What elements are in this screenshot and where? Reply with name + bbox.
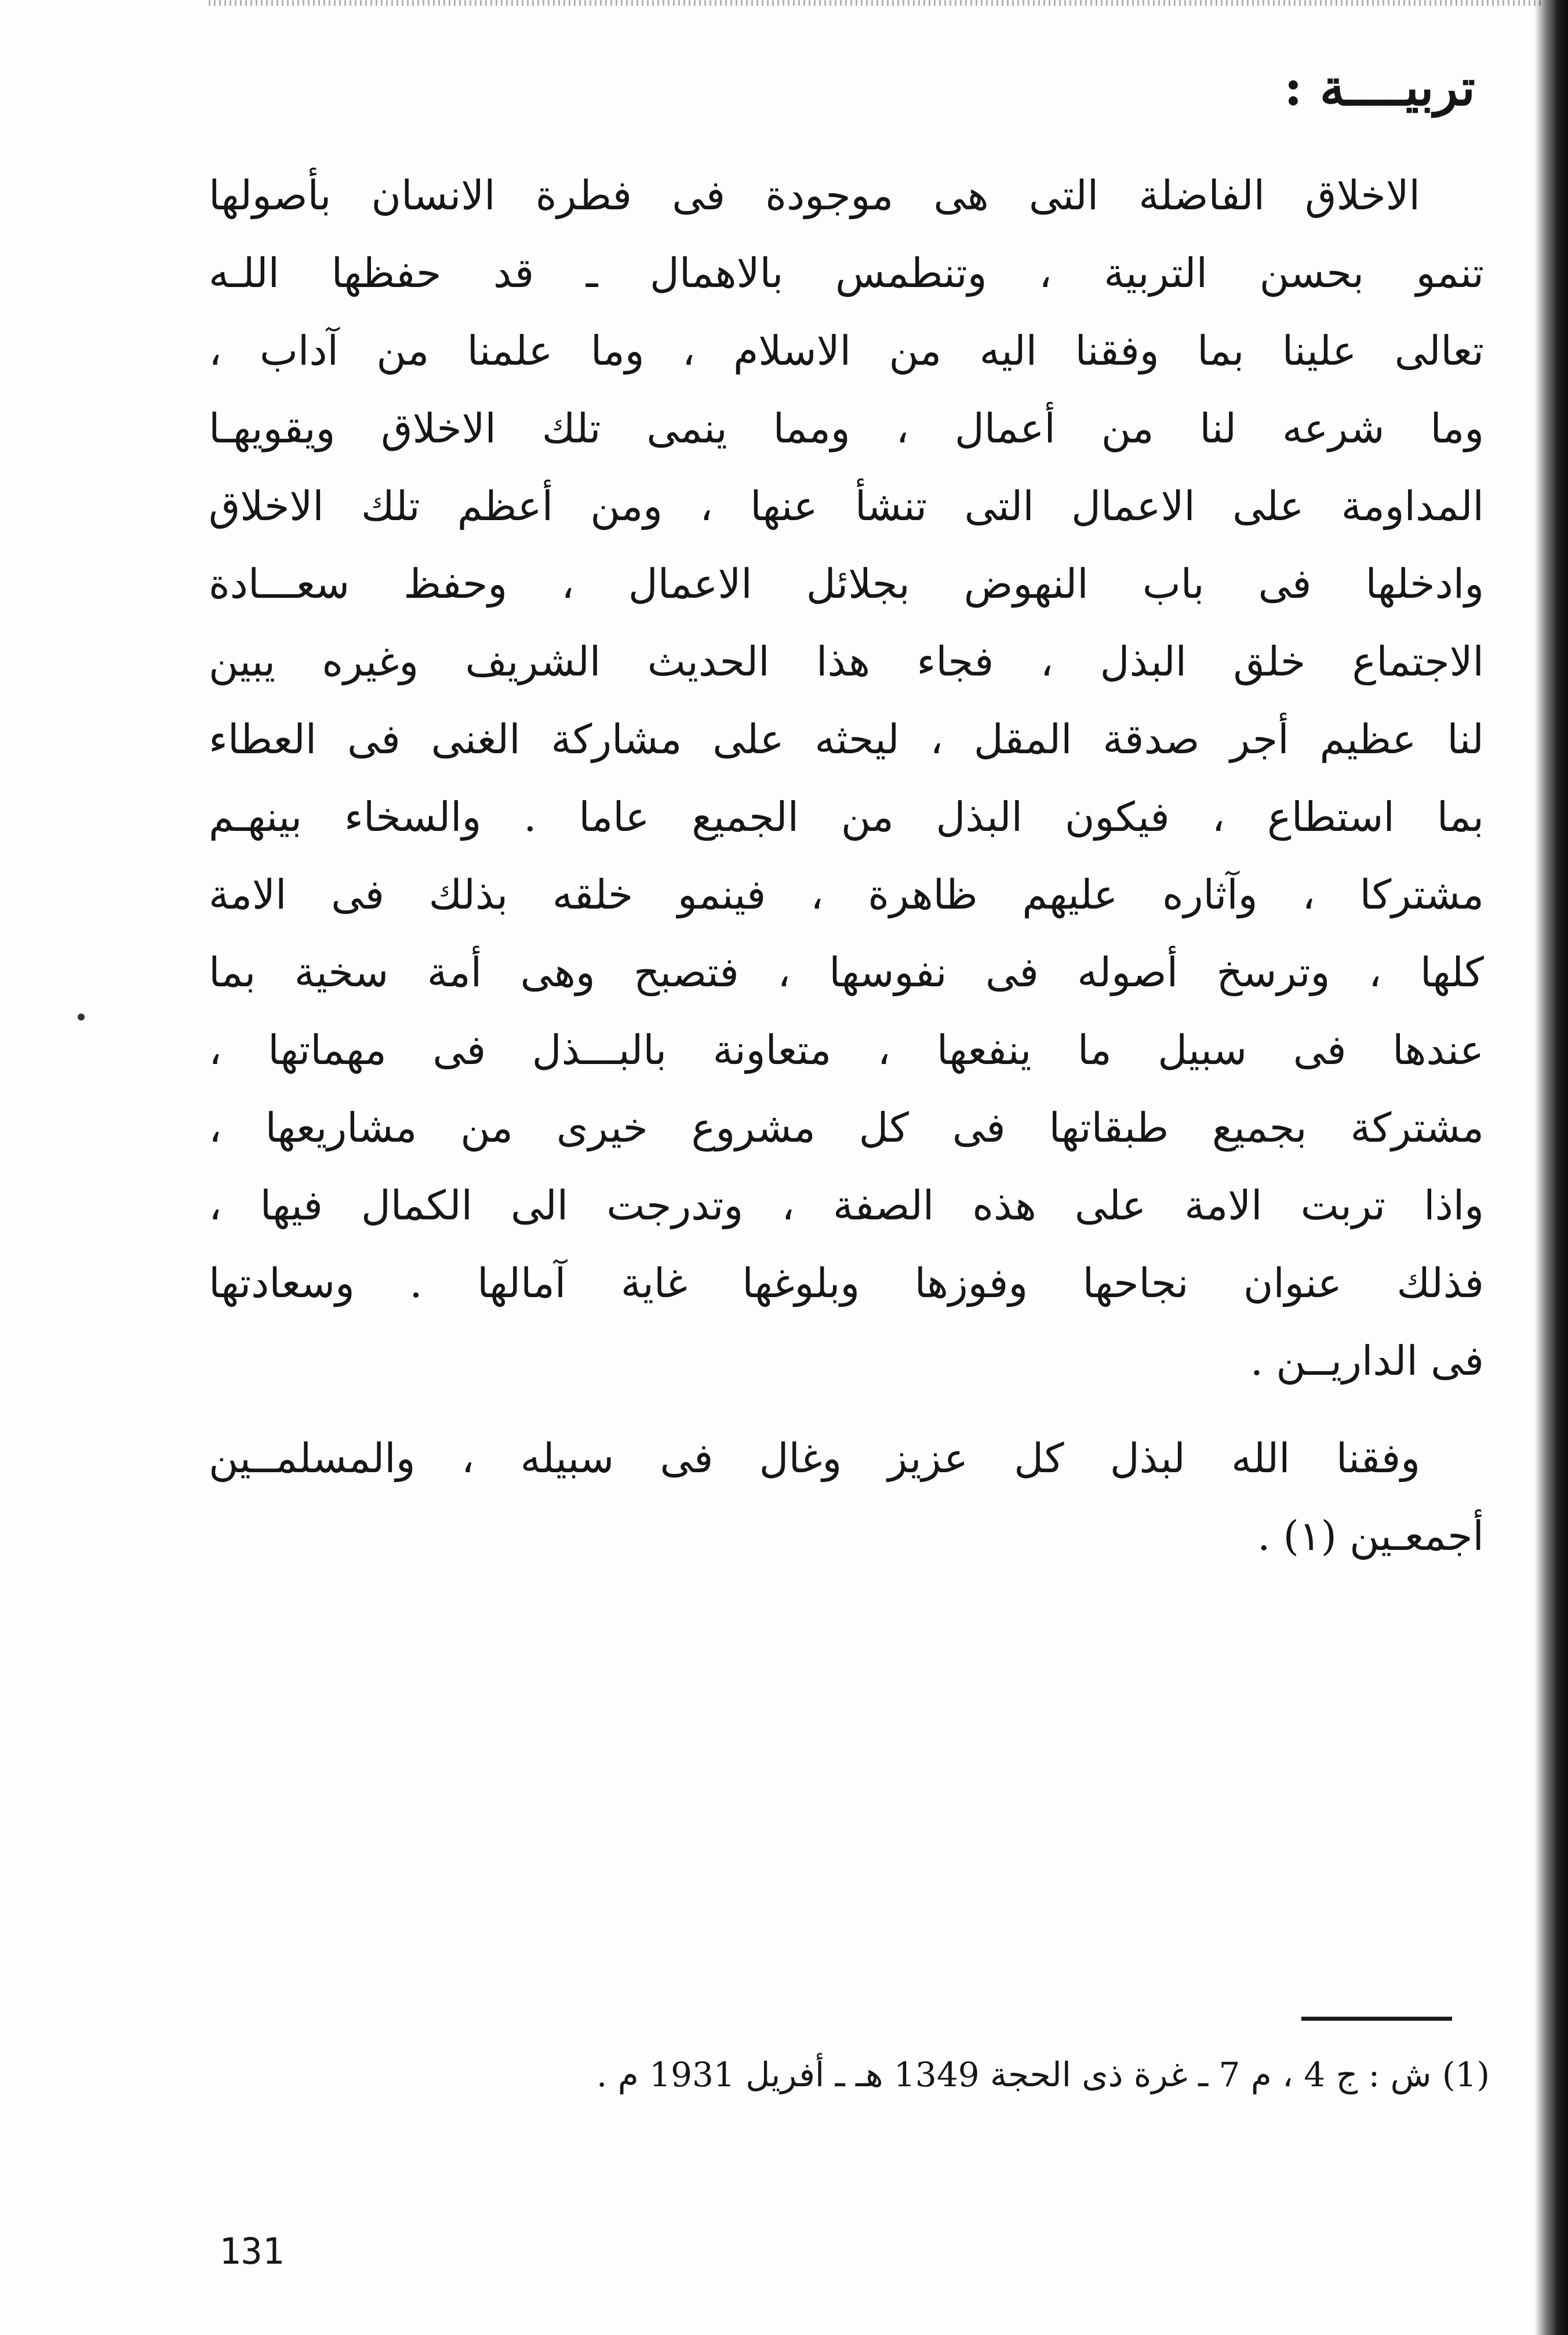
- text-line: عندها فى سبيل ما ينفعها ، متعاونة بالبـــذل فى مهماتها ،: [209, 1026, 1484, 1074]
- paragraph-1: [209, 157, 1484, 1400]
- scan-top-edge: [209, 0, 1542, 6]
- text-line: أجمعـين (١) .: [1257, 1512, 1484, 1560]
- text-line: مشتركا ، وآثاره عليهم ظاهرة ، فينمو خلقه بذلك فى الامة: [209, 871, 1484, 918]
- footnote: (1) ش : ج 4 ، م 7 ـ غرة ذى الحجة 1349 هـ ـ أفريل 1931 م .: [596, 2055, 1490, 2094]
- text-line: مشتركة بجميع طبقاتها فى كل مشروع خيرى من مشاريعها ،: [209, 1104, 1484, 1152]
- text-line: كلها ، وترسخ أصوله فى نفوسها ، فتصبح وهى أمة سخية بما: [209, 949, 1484, 996]
- paragraph-2: [209, 1419, 1484, 1575]
- page-number: 131: [219, 2230, 284, 2272]
- scan-right-edge-shadow: [1534, 0, 1568, 2335]
- footnote-separator: [1301, 2017, 1452, 2021]
- body-text: [209, 157, 1484, 1575]
- text-line: وفقنا الله لبذل كل عزيز وغال فى سبيله ، والمسلمــين: [209, 1435, 1420, 1482]
- text-line: تنمو بحسن التربية ، وتنطمس بالاهمال ـ قد حفظها اللـه: [209, 249, 1484, 297]
- section-heading: تربيــــة :: [1284, 59, 1475, 117]
- text-line: واذا تربت الامة على هذه الصفة ، وتدرجت الى الكمال فيها ،: [209, 1182, 1484, 1229]
- text-line: وما شرعه لنا من أعمال ، ومما ينمى تلك الاخلاق ويقويهـا: [209, 405, 1484, 452]
- text-line: الاخلاق الفاضلة التى هى موجودة فى فطرة الانسان بأصولها: [209, 172, 1420, 219]
- text-line: الاجتماع خلق البذل ، فجاء هذا الحديث الشريف وغيره يبين: [209, 638, 1484, 685]
- text-line: لنا عظيم أجر صدقة المقل ، ليحثه على مشاركة الغنى فى العطاء: [209, 716, 1484, 763]
- text-line: فذلك عنوان نجاحها وفوزها وبلوغها غاية آمالها . وسعادتها: [209, 1259, 1484, 1307]
- text-line: وادخلها فى باب النهوض بجلائل الاعمال ، وحفظ سعـــادة: [209, 560, 1484, 608]
- stray-ink-dot: [78, 1014, 85, 1021]
- text-line: المداومة على الاعمال التى تنشأ عنها ، ومن أعظم تلك الاخلاق: [209, 482, 1484, 530]
- text-line: تعالى علينا بما وفقنا اليه من الاسلام ، وما علمنا من آداب ،: [209, 327, 1484, 375]
- text-line: فى الداريــن .: [1250, 1337, 1484, 1385]
- text-line: بما استطاع ، فيكون البذل من الجميع عاما . والسخاء بينهـم: [209, 793, 1484, 841]
